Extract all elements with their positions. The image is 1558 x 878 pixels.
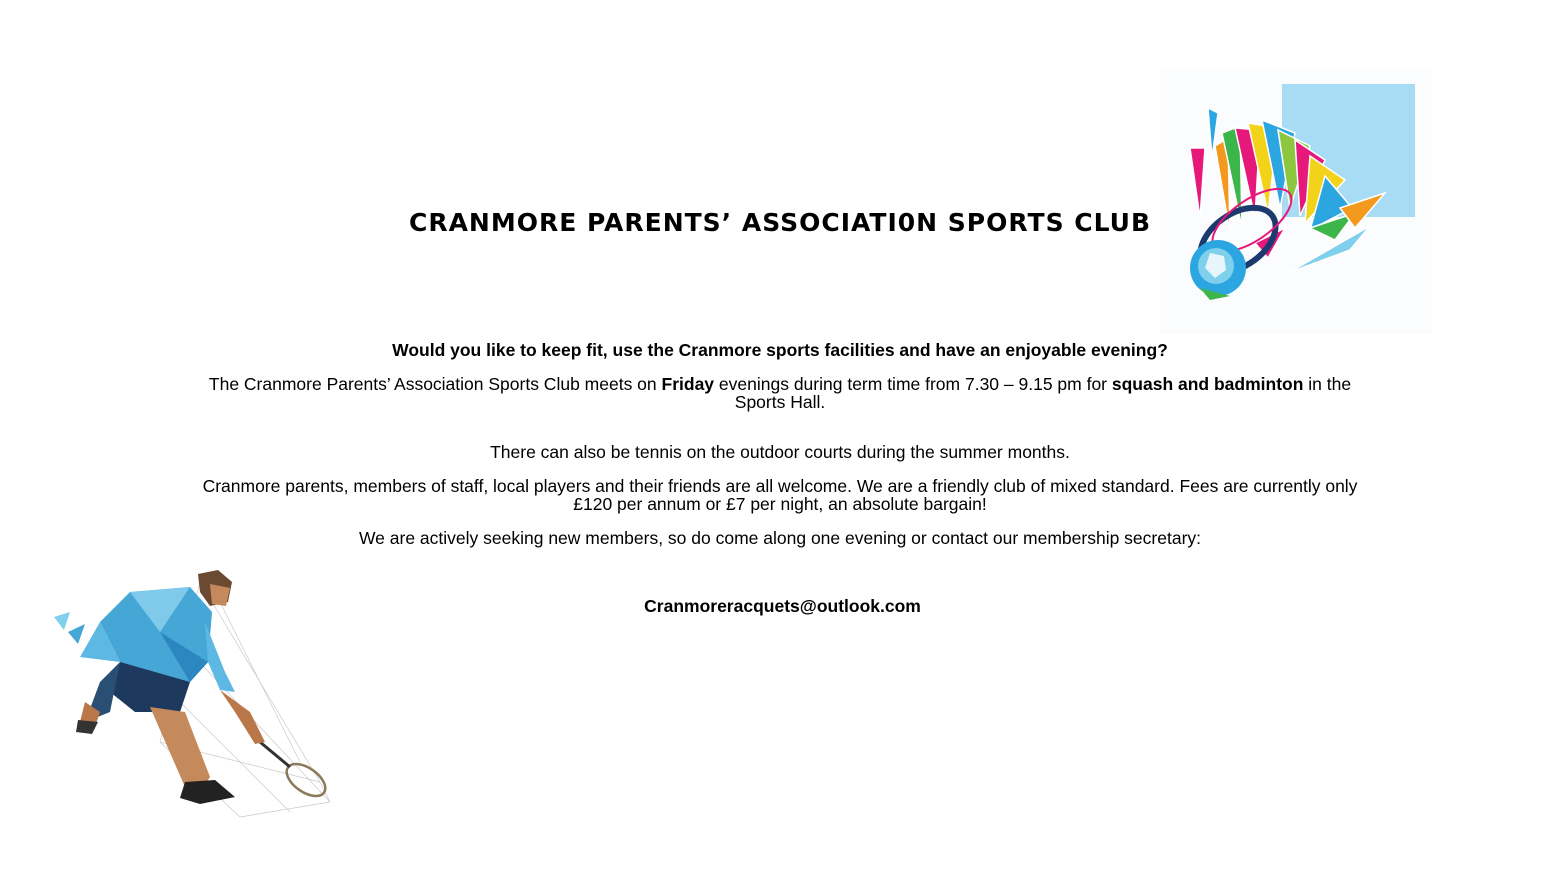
seeking-paragraph: We are actively seeking new members, so do come along one evening or contact our membership secretary: [358,528,1202,548]
meeting-sports: squash and badminton [1111,374,1304,394]
meeting-text-2: evenings during term time from 7.30 – 9.15 pm for [714,374,1112,394]
meeting-paragraph [200,375,1360,411]
meeting-day: Friday [661,374,715,394]
meeting-text-1: The Cranmore Parents’ Association Sports Club meets on [208,374,662,394]
meeting-text-3: in the Sports Hall. [734,374,1352,412]
page-title: CRANMORE PARENTS’ ASSOCIATI0N SPORTS CLUB [408,208,1152,237]
intro-question: Would you like to keep fit, use the Cranmore sports facilities and have an enjoyable evening? [392,340,1168,360]
welcome-paragraph: Cranmore parents, members of staff, local players and their friends are all welcome. We are a friendly club of mixed standard. Fees are currently only £120 per annum or £7 per night, an absolute bargain! [202,476,1358,514]
contact-email[interactable]: Cranmoreracquets@outlook.com [644,596,921,616]
squash-player-illustration [40,562,340,824]
shuttlecock-illustration [1160,68,1432,334]
tennis-paragraph: There can also be tennis on the outdoor courts during the summer months. [490,442,1070,462]
